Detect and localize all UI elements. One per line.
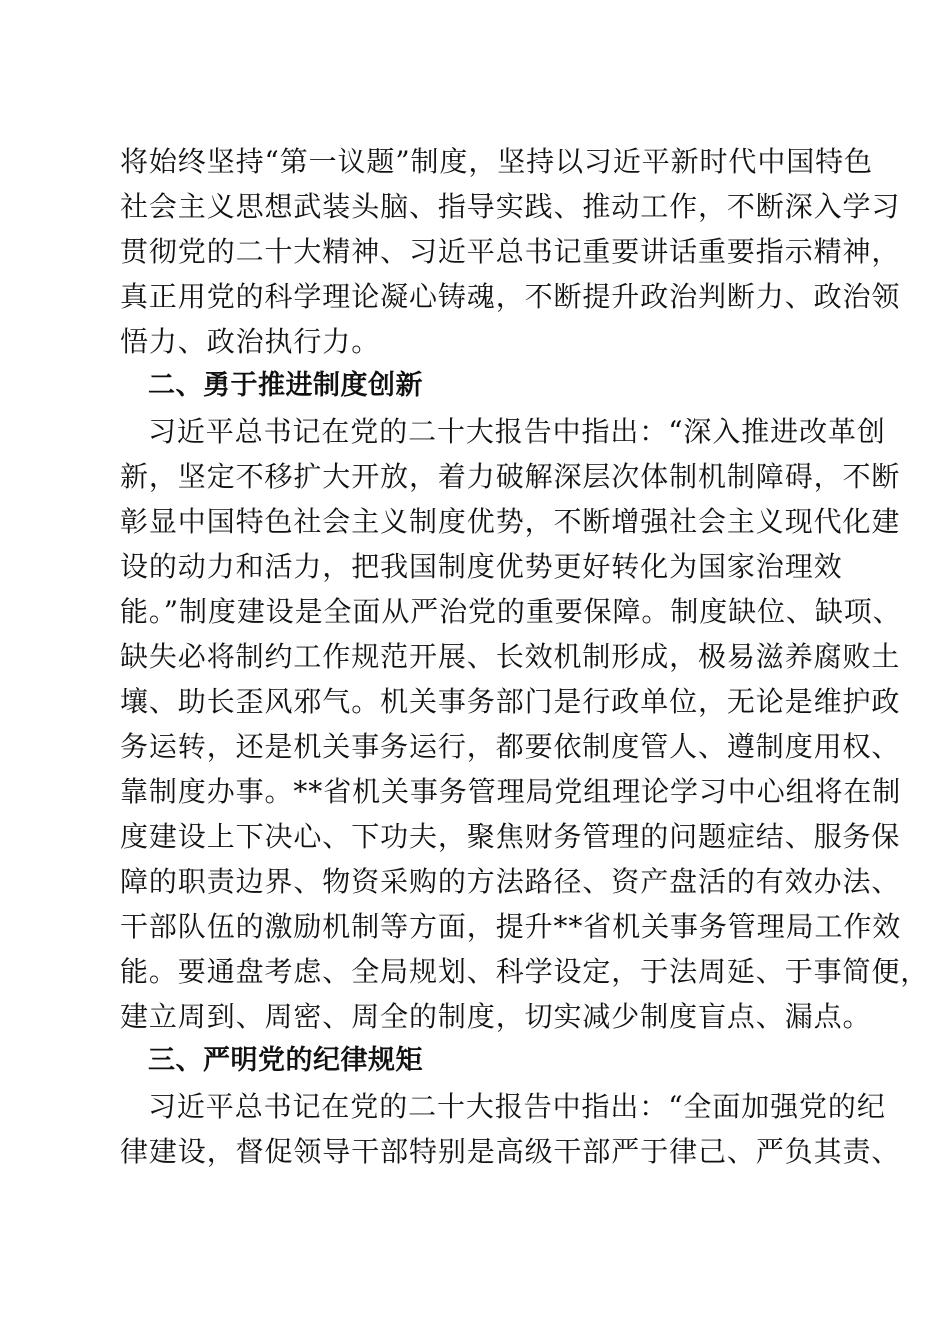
paragraph-line: 习近平总书记在党的二十大报告中指出：“全面加强党的纪 (148, 1090, 886, 1123)
paragraph-line: 能。要通盘考虑、全局规划、科学设定，于法周延、于事简便， (120, 955, 930, 988)
paragraph-line: 习近平总书记在党的二十大报告中指出：“深入推进改革创 (148, 415, 886, 448)
paragraph-line: 设的动力和活力，把我国制度优势更好转化为国家治理效 (120, 550, 843, 583)
paragraph-line: 务运转，还是机关事务运行，都要依制度管人、遵制度用权、 (120, 730, 901, 763)
paragraph-line: 建立周到、周密、周全的制度，切实减少制度盲点、漏点。 (120, 1000, 872, 1033)
paragraph-line: 干部队伍的激励机制等方面，提升**省机关事务管理局工作效 (120, 910, 902, 943)
paragraph-line: 社会主义思想武装头脑、指导实践、推动工作，不断深入学习 (120, 190, 901, 223)
paragraph-line: 靠制度办事。**省机关事务管理局党组理论学习中心组将在制 (120, 775, 902, 808)
paragraph-line: 真正用党的科学理论凝心铸魂，不断提升政治判断力、政治领 (120, 280, 901, 313)
paragraph-line: 彰显中国特色社会主义制度优势，不断增强社会主义现代化建 (120, 505, 901, 538)
paragraph-line: 缺失必将制约工作规范开展、长效机制形成，极易滋养腐败土 (120, 640, 901, 673)
section-heading: 二、勇于推进制度创新 (148, 370, 423, 401)
paragraph-line: 悟力、政治执行力。 (120, 325, 381, 358)
paragraph-line: 壤、助长歪风邪气。机关事务部门是行政单位，无论是维护政 (120, 685, 901, 718)
paragraph-line: 新，坚定不移扩大开放，着力破解深层次体制机制障碍，不断 (120, 460, 901, 493)
paragraph-line: 将始终坚持“第一议题”制度，坚持以习近平新时代中国特色 (120, 145, 873, 178)
section-heading: 三、严明党的纪律规矩 (148, 1045, 423, 1076)
paragraph-line: 度建设上下决心、下功夫，聚焦财务管理的问题症结、服务保 (120, 820, 901, 853)
paragraph-line: 障的职责边界、物资采购的方法路径、资产盘活的有效办法、 (120, 865, 901, 898)
paragraph-line: 能。”制度建设是全面从严治党的重要保障。制度缺位、缺项、 (120, 595, 902, 628)
paragraph-line: 律建设，督促领导干部特别是高级干部严于律己、严负其责、 (120, 1135, 901, 1168)
paragraph-line: 贯彻党的二十大精神、习近平总书记重要讲话重要指示精神， (120, 235, 901, 268)
